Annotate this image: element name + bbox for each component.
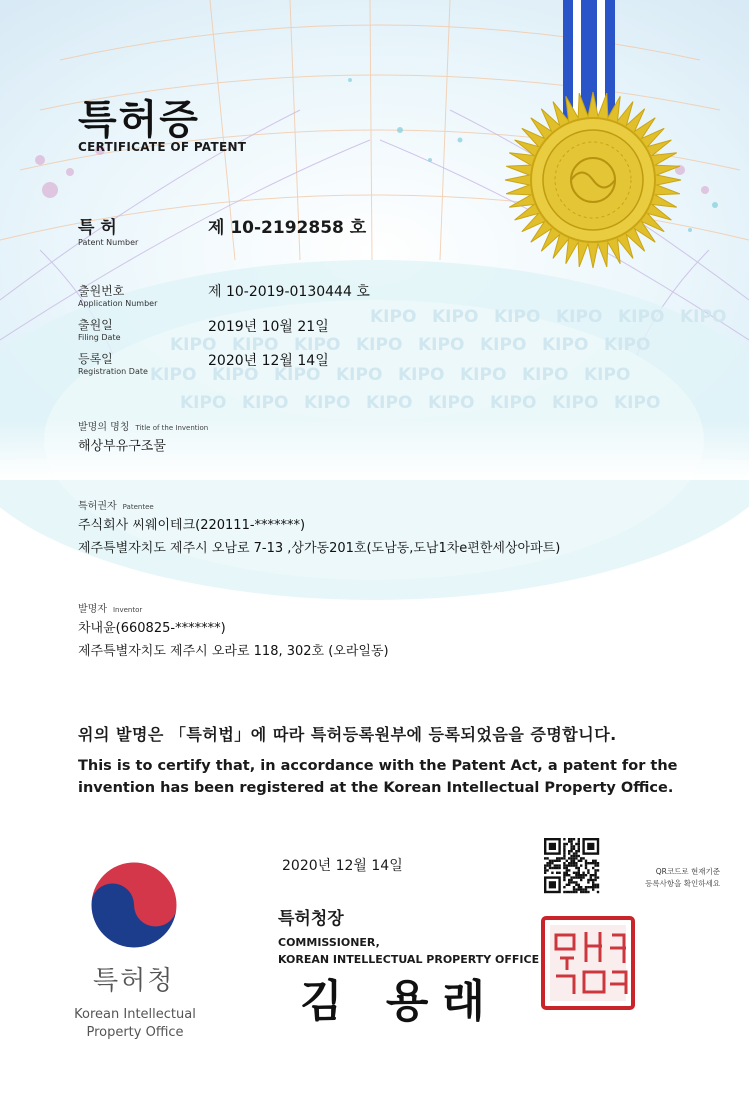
registration-date-label-ko: 등록일 xyxy=(78,352,113,366)
patentee-name: 주식회사 씨웨이테크(220111-*******) xyxy=(78,518,306,533)
registration-date-value: 2020년 12월 14일 xyxy=(208,353,329,369)
patentee-label-ko: 특허권자 xyxy=(78,501,117,512)
filing-date-label-ko: 출원일 xyxy=(78,318,113,332)
qr-note-line1: QR코드로 현재기준 xyxy=(655,867,720,876)
commissioner-title-en xyxy=(278,934,539,968)
patent-number-value: 제 10-2192858 호 xyxy=(208,218,367,238)
certification-statement-ko: 위의 발명은 「특허법」에 따라 특허등록원부에 등록되었음을 증명합니다. xyxy=(78,725,617,744)
invention-label xyxy=(78,418,208,433)
watermark-kipo: KIPO xyxy=(212,365,259,385)
inventor-label-ko: 발명자 xyxy=(78,604,107,615)
inventor-name: 차내윤(660825-*******) xyxy=(78,621,226,636)
watermark-kipo: KIPO xyxy=(304,393,351,413)
watermark-kipo: KIPO xyxy=(542,335,589,355)
watermark-kipo: KIPO xyxy=(398,365,445,385)
certification-statement-en xyxy=(78,755,677,799)
watermark-kipo: KIPO xyxy=(180,393,227,413)
application-number-label xyxy=(78,282,157,308)
watermark-kipo: KIPO xyxy=(274,365,321,385)
kipo-logo-emblem xyxy=(91,862,177,948)
filing-date-label xyxy=(78,316,121,342)
inventor-address: 제주특별자치도 제주시 오라로 118, 302호 (오라일동) xyxy=(78,644,389,659)
kipo-logo-name-en-line2: Property Office xyxy=(86,1025,184,1040)
kipo-logo-name-en xyxy=(60,1006,210,1042)
gold-seal xyxy=(505,92,681,268)
watermark-kipo: KIPO xyxy=(480,335,527,355)
invention-label-en: Title of the Invention xyxy=(135,424,209,432)
watermark-kipo: KIPO xyxy=(356,335,403,355)
certification-statement-en-line1: This is to certify that, in accordance with the Patent Act, a patent for the xyxy=(78,758,678,774)
registration-date-label xyxy=(78,350,148,376)
certificate-title: 특허증 xyxy=(78,97,200,143)
commissioner-signature: 김 용래 xyxy=(300,976,499,1027)
inventor-label xyxy=(78,600,142,615)
watermark-kipo: KIPO xyxy=(232,335,279,355)
filing-date-label-en: Filing Date xyxy=(78,333,121,342)
kipo-logo-name-en-line1: Korean Intellectual xyxy=(74,1007,196,1022)
watermark-kipo: KIPO xyxy=(618,307,665,327)
watermark-kipo: KIPO xyxy=(494,307,541,327)
watermark-kipo: KIPO xyxy=(460,365,507,385)
watermark-kipo: KIPO xyxy=(522,365,569,385)
application-number-label-ko: 출원번호 xyxy=(78,284,125,298)
watermark-kipo: KIPO xyxy=(370,307,417,327)
watermark-kipo: KIPO xyxy=(552,393,599,413)
application-number-label-en: Application Number xyxy=(78,299,158,308)
qr-note-line2: 등록사항을 확인하세요 xyxy=(645,879,720,888)
qr-note xyxy=(610,866,720,890)
issue-date: 2020년 12월 14일 xyxy=(282,858,403,874)
registration-date-label-en: Registration Date xyxy=(78,367,148,376)
patent-number-label-en: Patent Number xyxy=(78,238,139,247)
watermark-kipo: KIPO xyxy=(680,307,727,327)
official-stamp xyxy=(543,918,633,1008)
watermark-kipo: KIPO xyxy=(604,335,651,355)
watermark-kipo: KIPO xyxy=(150,365,197,385)
commissioner-line1: COMMISSIONER, xyxy=(278,936,380,949)
watermark-kipo: KIPO xyxy=(614,393,661,413)
watermark-kipo: KIPO xyxy=(170,335,217,355)
inventor-label-en: Inventor xyxy=(112,606,143,614)
certification-statement-en-line2: invention has been registered at the Korean Intellectual Property Office. xyxy=(78,780,674,796)
watermark-kipo: KIPO xyxy=(432,307,479,327)
watermark-kipo: KIPO xyxy=(490,393,537,413)
watermark-kipo: KIPO xyxy=(336,365,383,385)
watermark-kipo: KIPO xyxy=(418,335,465,355)
invention-title: 해상부유구조물 xyxy=(78,439,166,454)
watermark-kipo: KIPO xyxy=(584,365,631,385)
patentee-address: 제주특별자치도 제주시 오남로 7-13 ,상가동201호(도남동,도남1차e편한세상아파트) xyxy=(78,541,561,556)
qr-code xyxy=(542,836,601,895)
invention-label-ko: 발명의 명칭 xyxy=(78,422,130,433)
watermark-kipo: KIPO xyxy=(294,335,341,355)
filing-date-value: 2019년 10월 21일 xyxy=(208,319,329,335)
kipo-logo-name-ko: 특허청 xyxy=(93,966,175,996)
watermark-kipo: KIPO xyxy=(428,393,475,413)
patent-number-label xyxy=(78,213,138,247)
application-number-value: 제 10-2019-0130444 호 xyxy=(208,284,370,300)
watermark-kipo: KIPO xyxy=(242,393,289,413)
patentee-label xyxy=(78,497,154,512)
patentee-label-en: Patentee xyxy=(122,503,154,511)
watermark-kipo: KIPO xyxy=(556,307,603,327)
commissioner-line2: KOREAN INTELLECTUAL PROPERTY OFFICE xyxy=(278,953,540,966)
patent-number-label-ko: 특 허 xyxy=(78,218,117,238)
commissioner-title: 특허청장 xyxy=(278,909,344,929)
certificate-subtitle: CERTIFICATE OF PATENT xyxy=(78,140,247,154)
watermark-kipo: KIPO xyxy=(366,393,413,413)
